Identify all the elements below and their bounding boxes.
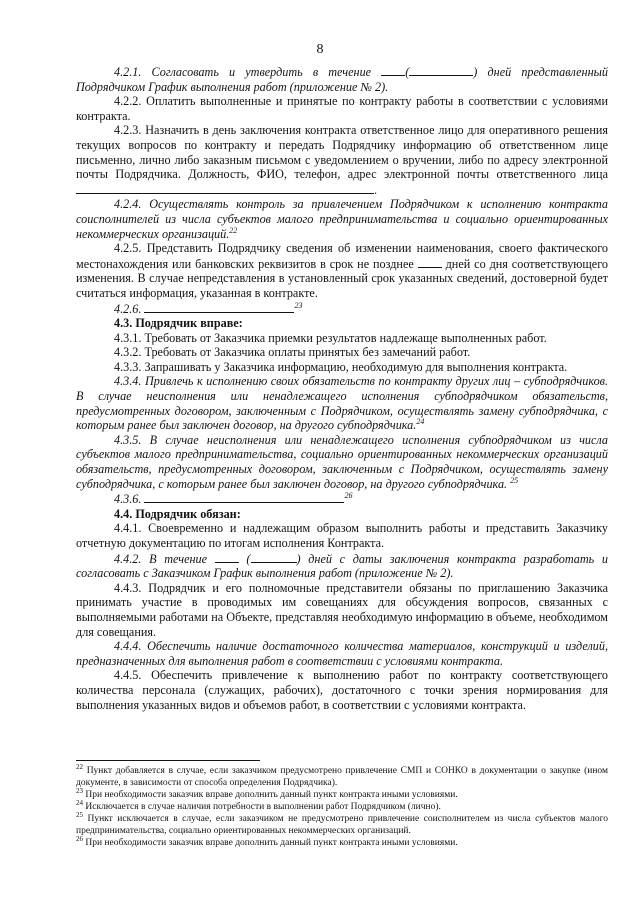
footnote-text: Пункт исключается в случае, если заказчиком не предусмотрено привлечение соисполнителем из числа субъектов малого предпринимательства, социально ориентированных некоммерческих организаций.: [76, 814, 608, 836]
footnote-text: Пункт добавляется в случае, если заказчиком предусмотрено привлечение СМП и СОНКО в документации о закупке (ином документе, в зависимости от способа определения Подрядчика).: [76, 766, 608, 788]
footnote: [76, 786, 608, 801]
clause-text: 4.3.4. Привлечь к исполнению своих обязательств по контракту других лиц – субподрядчиков. В случае неисполнения или ненадлежащего исполнения субподрядчиком обязательств, предусмотренных договором, заключенным с Подрядчиком, осуществлять замену субподрядчика, с которым ранее был заключен договор, на другого субподрядчика.: [76, 374, 608, 433]
footnote-ref: 26: [344, 491, 353, 501]
clause-paragraph: [76, 521, 608, 550]
page-number: 8: [316, 42, 324, 57]
clause-paragraph: [76, 433, 608, 491]
clause-paragraph: [76, 197, 608, 241]
clause-paragraph: [76, 345, 608, 360]
fill-in-blank: [215, 551, 239, 563]
clause-paragraph: [76, 374, 608, 432]
clause-text: 4.3.5. В случае неисполнения или ненадлежащего исполнения субподрядчиком из числа субъектов малого предпринимательства, социально ориентированных некоммерческих организаций обязательств, предусмотренных договором, заключенным с Подрядчиком, осуществлять замену субподрядчика, с которым ранее был заключен договор, на другого субподрядчика.: [76, 432, 608, 491]
clause-paragraph: [76, 301, 608, 317]
footnote-number: 23: [76, 786, 83, 795]
fill-in-blank: [76, 182, 374, 194]
document-body: [76, 64, 608, 712]
clause-text: (: [238, 551, 251, 566]
footnote: [76, 810, 608, 837]
footnotes: [76, 762, 608, 849]
footnote-ref: 24: [416, 417, 425, 427]
clause-text: 4.4.2. В течение: [114, 551, 215, 566]
clause-paragraph: [76, 639, 608, 668]
fill-in-blank: [251, 551, 297, 563]
clause-paragraph: [76, 64, 608, 94]
clause-text: 4.4.5. Обеспечить привлечение к выполнению работ по контракту соответствующего количества персонала (служащих, рабочих), достаточного с точки зрения нормирования для выполнения указанных видов и объемов работ, в соответствии с условиями контракта.: [76, 668, 608, 712]
footnote-text: При необходимости заказчик вправе дополнить данный пункт контракта иными условиями.: [83, 790, 458, 800]
footnote-text: Исключается в случае наличия потребности в выполнении работ Подрядчиком (лично).: [83, 802, 441, 812]
footnote-text: При необходимости заказчик вправе дополнить данный пункт контракта иными условиями.: [83, 838, 458, 848]
clause-text: 4.3.3. Запрашивать у Заказчика информацию, необходимую для выполнения контракта.: [114, 359, 568, 374]
fill-in-blank: [409, 64, 473, 76]
footnote-separator: [76, 760, 260, 761]
clause-text: 4.3. Подрядчик вправе:: [114, 316, 243, 331]
clause-text: 4.4.3. Подрядчик и его полномочные представители обязаны по приглашению Заказчика принимать участие в проводимых им совещаниях для обсуждения вопросов, связанных с выполняемыми работами на Объекте, представляя необходимую информацию в объеме, необходимом для совещания.: [76, 580, 608, 639]
clause-text: (: [405, 65, 410, 79]
footnote-ref: 25: [510, 475, 519, 485]
clause-paragraph: [76, 241, 608, 300]
clause-text: дней со дня соответствующего изменения. В случае непредставления в установленный срок указанных сведений, достоверной будет считаться информация, указанная в контракте.: [76, 256, 608, 300]
footnote: [76, 798, 608, 813]
fill-in-blank: [144, 491, 344, 503]
clause-text: 4.2.4. Осуществлять контроль за привлечением Подрядчиком к исполнению контракта соисполнителей из числа субъектов малого предпринимательства и социально ориентированных некоммерческих организаций.: [76, 197, 608, 241]
clause-text: 4.3.1. Требовать от Заказчика приемки результатов надлежаще выполненных работ.: [114, 330, 547, 345]
fill-in-blank: [144, 301, 294, 313]
footnote-number: 22: [76, 762, 83, 771]
clause-text: 4.4. Подрядчик обязан:: [114, 506, 241, 521]
footnote: [76, 834, 608, 849]
clause-text: 4.2.2. Оплатить выполненные и принятые по контракту работы в соответствии с условиями контракта.: [76, 94, 608, 123]
fill-in-blank: [381, 64, 405, 76]
clause-paragraph: [76, 94, 608, 123]
clause-paragraph: [76, 360, 608, 375]
clause-text: 4.2.3. Назначить в день заключения контракта ответственное лицо для оперативного решения текущих вопросов по контракту и передать Подрядчику информацию об ответственном лице письменно, лично либо заказным письмом с уведомлением о вручении, либо по адресу электронной почты Подрядчика. Должность, ФИО, телефон, адрес электронной почты ответственного лица: [76, 123, 608, 182]
footnote-number: 26: [76, 834, 83, 843]
clause-text: 4.2.6.: [114, 301, 145, 316]
clause-text: 4.3.6.: [114, 492, 145, 507]
clause-text: 4.2.1. Согласовать и утвердить в течение: [114, 65, 382, 79]
clause-text: 4.3.2. Требовать от Заказчика оплаты принятых без замечаний работ.: [114, 345, 471, 360]
clause-paragraph: [76, 123, 608, 197]
clause-paragraph: [76, 581, 608, 639]
footnote: [76, 762, 608, 789]
clause-paragraph: [76, 551, 608, 581]
clause-text: ) дней представленный Подрядчиком График выполнения работ (приложение № 2).: [76, 65, 608, 94]
clause-text: ) дней с даты заключения контракта разработать и согласовать с Заказчиком График выполнения работ (приложение № 2).: [76, 551, 608, 581]
clause-text: 4.4.1. Своевременно и надлежащим образом выполнить работы и представить Заказчику отчетную документацию по итогам исполнения Контракта.: [76, 521, 608, 550]
clause-text: .: [374, 182, 378, 197]
clause-text: 4.2.5. Представить Подрядчику сведения об изменении наименования, своего фактического местонахождения или банковских реквизитов в срок не позднее: [76, 241, 608, 271]
footnote-ref: 23: [294, 300, 303, 310]
clause-paragraph: [76, 668, 608, 712]
clause-text: 4.4.4. Обеспечить наличие достаточного количества материалов, конструкций и изделий, предназначенных для выполнения работ в соответствии с условиями контракта.: [76, 639, 608, 668]
fill-in-blank: [418, 256, 442, 268]
footnote-number: 25: [76, 810, 83, 819]
section-heading: [76, 316, 608, 331]
footnote-number: 24: [76, 798, 83, 807]
clause-paragraph: [76, 331, 608, 346]
footnote-ref: 22: [229, 225, 238, 235]
clause-paragraph: [76, 491, 608, 507]
section-heading: [76, 507, 608, 522]
